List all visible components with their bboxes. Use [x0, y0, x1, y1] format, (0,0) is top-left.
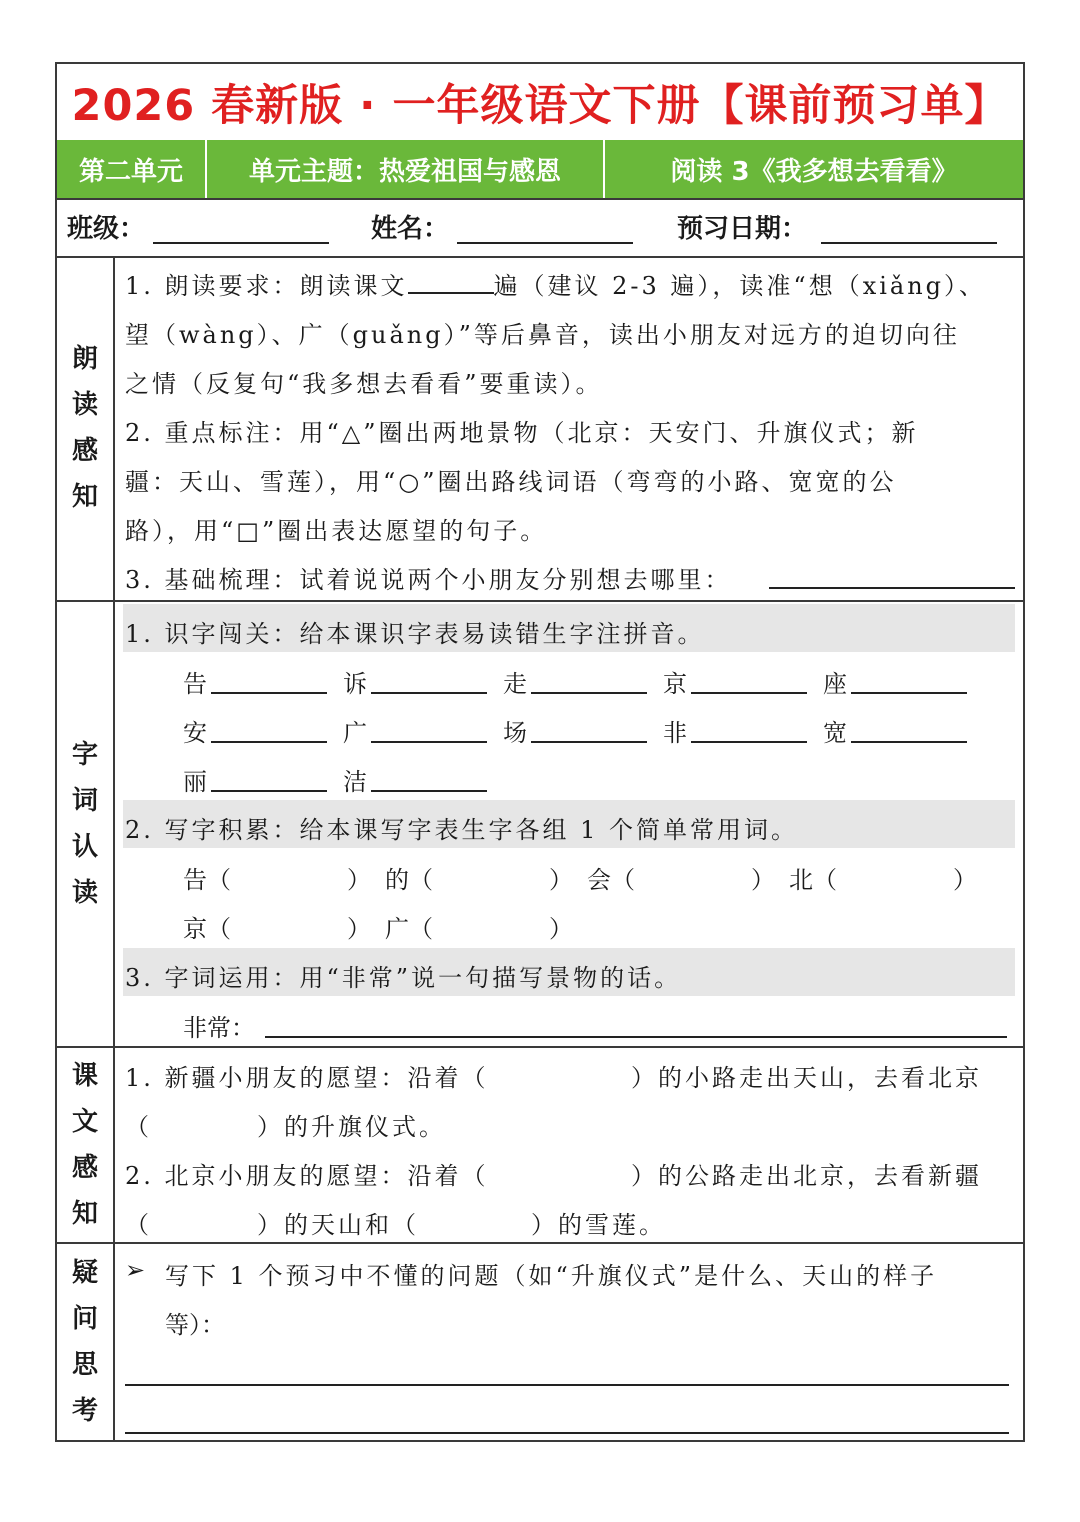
pinyin-blank[interactable]	[211, 790, 327, 792]
xinjiang-wish-b: ）的小路走出天山，去看北京	[631, 1064, 982, 1092]
answer-line-1[interactable]	[125, 1384, 1009, 1386]
char-fei: 非	[663, 719, 687, 747]
question-sentence: 3. 字词运用：用“非常”说一句描写景物的话。	[125, 964, 682, 992]
pinyin-blank[interactable]	[371, 692, 487, 694]
word-gao-close: ）	[347, 866, 371, 894]
pinyin-blank[interactable]	[371, 741, 487, 743]
arrow-bullet-icon: ➢	[125, 1256, 146, 1284]
word-bei-close: ）	[953, 866, 977, 894]
section-text	[57, 1048, 1023, 1244]
pinyin-blank[interactable]	[851, 741, 967, 743]
section-label-reading: 朗 读 感 知	[57, 256, 115, 600]
char-gao: 告	[183, 670, 207, 698]
word-de-open: 的（	[385, 866, 433, 894]
section-label-questions: 疑 问 思 考	[57, 1244, 115, 1440]
section-words	[57, 602, 1023, 1048]
reading-times-blank[interactable]	[408, 270, 494, 294]
xinjiang-wish-a: 1. 新疆小朋友的愿望：沿着（	[125, 1064, 489, 1092]
feichang-label: 非常：	[183, 1014, 255, 1042]
char-kuan: 宽	[823, 719, 847, 747]
char-chang: 场	[503, 719, 527, 747]
reading-req-line-2: 望（wàng）、广（guǎng）”等后鼻音，读出小朋友对远方的迫切向往	[125, 321, 960, 349]
word-guang-open: 广（	[385, 915, 433, 943]
beijing-wish-b: ）的公路走出北京，去看新疆	[631, 1162, 982, 1190]
char-jing: 京	[663, 670, 687, 698]
word-guang-close: ）	[549, 915, 573, 943]
question-prompt-2: 等）：	[165, 1311, 225, 1339]
word-hui-close: ）	[751, 866, 775, 894]
char-zou: 走	[503, 670, 527, 698]
summary-blank[interactable]	[769, 587, 1015, 589]
reading-req-line-3: 之情（反复句“我多想去看看”要重读）。	[125, 370, 603, 398]
pinyin-blank[interactable]	[531, 741, 647, 743]
section-questions	[57, 1244, 1023, 1440]
class-label: 班级：	[67, 214, 146, 244]
header-bar	[57, 140, 1023, 200]
pinyin-blank[interactable]	[211, 741, 327, 743]
pinyin-blank[interactable]	[691, 692, 807, 694]
xinjiang-wish-d: ）的升旗仪式。	[257, 1113, 446, 1141]
marking-line-3: 路），用“□”圈出表达愿望的句子。	[125, 517, 548, 545]
answer-line-2[interactable]	[125, 1432, 1009, 1434]
word-de-close: ）	[549, 866, 573, 894]
pinyin-blank[interactable]	[691, 741, 807, 743]
student-info-row	[57, 198, 1023, 258]
class-field[interactable]	[153, 242, 329, 244]
name-field[interactable]	[457, 242, 633, 244]
char-an: 安	[183, 719, 207, 747]
unit-theme: 单元主题：热爱祖国与感恩	[207, 140, 605, 198]
question-pinyin: 1. 识字闯关：给本课识字表易读错生字注拼音。	[125, 620, 705, 648]
worksheet-frame	[55, 62, 1025, 1442]
char-li: 丽	[183, 768, 207, 796]
marking-line-1: 2. 重点标注：用“△”圈出两地景物（北京：天安门、升旗仪式；新	[125, 419, 919, 447]
pinyin-blank[interactable]	[371, 790, 487, 792]
pinyin-blank[interactable]	[851, 692, 967, 694]
lesson-title: 阅读 3《我多想去看看》	[670, 156, 958, 187]
char-su: 诉	[343, 670, 367, 698]
date-field[interactable]	[821, 242, 997, 244]
beijing-wish-a: 2. 北京小朋友的愿望：沿着（	[125, 1162, 489, 1190]
beijing-wish-e: ）的雪莲。	[531, 1211, 666, 1239]
unit-label: 第二单元	[57, 140, 207, 198]
section-reading	[57, 256, 1023, 602]
word-gao-open: 告（	[183, 866, 231, 894]
worksheet-title: 2026 春新版 · 一年级语文下册【课前预习单】	[57, 64, 1023, 142]
char-guang: 广	[343, 719, 367, 747]
xinjiang-wish-c: （	[125, 1113, 149, 1141]
word-bei-open: 北（	[789, 866, 837, 894]
section-label-text: 课 文 感 知	[57, 1048, 115, 1242]
marking-line-2: 疆：天山、雪莲），用“○”圈出路线词语（弯弯的小路、宽宽的公	[125, 468, 897, 496]
beijing-wish-d: ）的天山和（	[257, 1211, 419, 1239]
word-jing-open: 京（	[183, 915, 231, 943]
question-prompt-1: 写下 1 个预习中不懂的问题（如“升旗仪式”是什么、天山的样子	[165, 1262, 938, 1290]
pinyin-blank[interactable]	[531, 692, 647, 694]
word-hui-open: 会（	[587, 866, 635, 894]
word-jing-close: ）	[347, 915, 371, 943]
char-jie: 洁	[343, 768, 367, 796]
sentence-blank[interactable]	[265, 1036, 1007, 1038]
question-words: 2. 写字积累：给本课写字表生字各组 1 个简单常用词。	[125, 816, 799, 844]
beijing-wish-c: （	[125, 1211, 149, 1239]
summary-line: 3. 基础梳理：试着说说两个小朋友分别想去哪里：	[125, 566, 732, 594]
reading-req-line-1: 1. 朗读要求：朗读课文 遍（建议 2-3 遍），读准“想（xiǎng）、	[125, 272, 987, 300]
section-label-words: 字 词 认 读	[57, 602, 115, 1046]
date-label: 预习日期：	[677, 214, 808, 244]
char-zuo: 座	[823, 670, 847, 698]
pinyin-blank[interactable]	[211, 692, 327, 694]
name-label: 姓名：	[371, 214, 450, 244]
